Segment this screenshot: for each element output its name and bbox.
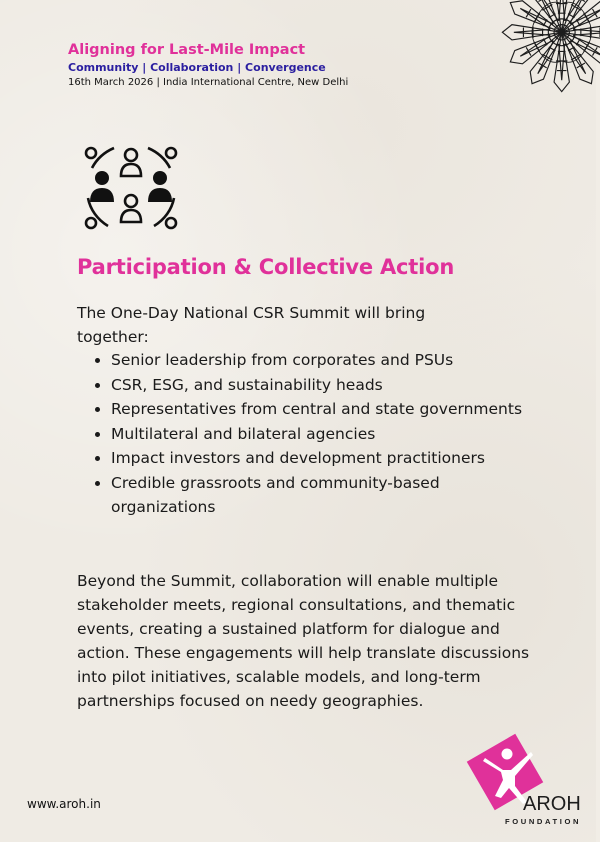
list-item: Impact investors and development practitioners: [91, 446, 531, 471]
intro-paragraph: The One-Day National CSR Summit will bring together:: [77, 304, 426, 346]
list-item: Senior leadership from corporates and PSUs: [91, 348, 531, 373]
logo-sub: FOUNDATION: [505, 817, 582, 826]
event-title: Aligning for Last-Mile Impact: [68, 42, 306, 58]
mandala-decoration-icon: [466, 0, 600, 128]
event-tagline: Community | Collaboration | Convergence: [68, 61, 326, 74]
list-item: Credible grassroots and community-based organizations: [91, 471, 531, 520]
event-header: [68, 40, 348, 90]
closing-paragraph: Beyond the Summit, collaboration will enable multiple stakeholder meets, regional consultations, and thematic events, creating a sustained platform for dialogue and action. These engagements will help translate discussions into pilot initiatives, scalable models, and long-term partnerships focused on needy geographies.: [77, 572, 530, 710]
event-details: 16th March 2026 | India International Centre, New Delhi: [68, 77, 349, 88]
community-people-icon: [78, 140, 184, 236]
website-link[interactable]: www.aroh.in: [27, 797, 101, 811]
section-heading: Participation & Collective Action: [77, 255, 455, 279]
aroh-foundation-logo-icon: [465, 736, 582, 828]
list-item: Multilateral and bilateral agencies: [91, 422, 531, 447]
logo-name: AROH: [523, 793, 581, 815]
participant-list: [91, 348, 531, 520]
list-item: Representatives from central and state governments: [91, 397, 531, 422]
list-item: CSR, ESG, and sustainability heads: [91, 373, 531, 398]
